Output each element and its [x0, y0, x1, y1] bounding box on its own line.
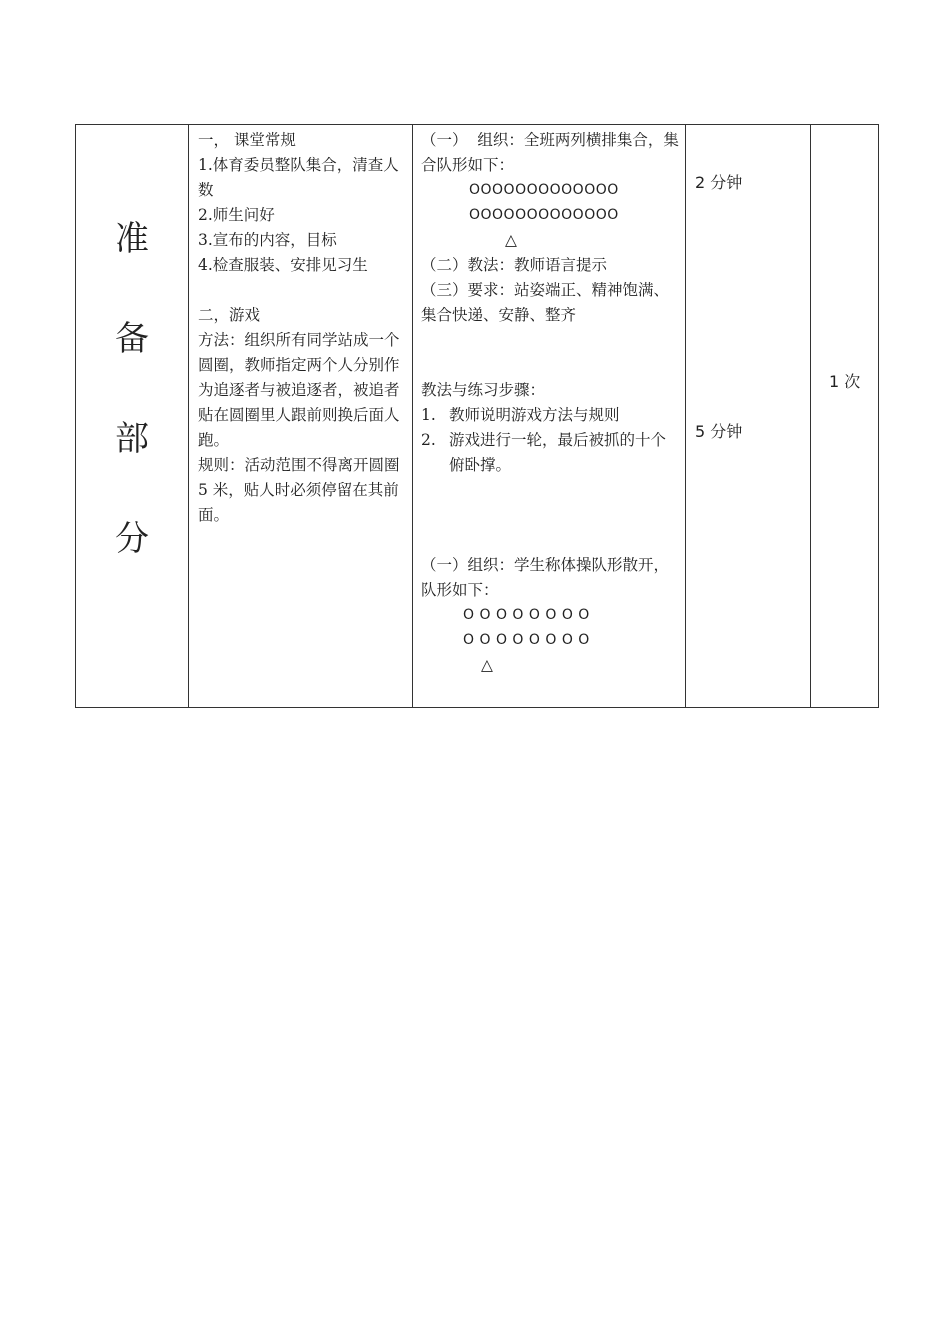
section-char: 准 [115, 219, 149, 259]
routine-title: 一， 课堂常规 [198, 131, 296, 149]
game-title: 二，游戏 [198, 306, 261, 324]
org-1-text: 组织：全班两列横排集合，集合队形如下： [421, 131, 679, 174]
game-rule: 规则：活动范围不得离开圆圈 5 米，贴人时必须停留在其前面。 [198, 456, 400, 524]
step-text: 教师说明游戏方法与规则 [449, 406, 620, 424]
section-char: 备 [115, 319, 149, 359]
formation2-row: O O O O O O O O [463, 607, 590, 623]
table-row [76, 125, 879, 708]
count-value: 1 次 [829, 372, 861, 391]
routine-item: 2.师生问好 [198, 206, 275, 224]
step-item [421, 428, 681, 478]
org-2: （一）组织：学生称体操队形散开，队形如下： [421, 556, 670, 599]
section-cell [76, 125, 189, 708]
time-cell [686, 125, 811, 708]
section-char: 分 [115, 519, 149, 559]
org-1-label: （一） [421, 131, 468, 149]
time-value: 5 分钟 [695, 422, 743, 441]
section-char: 部 [115, 419, 149, 459]
step-text: 游戏进行一轮，最后被抓的十个俯卧撑。 [449, 431, 667, 474]
time-value: 2 分钟 [695, 173, 743, 192]
lesson-plan-table [75, 124, 879, 708]
formation-teacher: △ [505, 231, 517, 249]
game-method: 方法：组织所有同学站成一个圆圈，教师指定两个人分别作为追逐者与被追逐者，被追者贴在圆圈里人跟前则换后面人跑。 [198, 331, 400, 449]
step-item [421, 403, 681, 428]
organization-cell [413, 125, 686, 708]
formation2-teacher: △ [481, 656, 493, 674]
steps-title: 教法与练习步骤： [421, 381, 546, 399]
org-requirement: （三）要求：站姿端正、精神饱满、集合快递、安静、整齐 [421, 281, 670, 324]
org-method: （二）教法：教师语言提示 [421, 256, 608, 274]
formation-row: OOOOOOOOOOOOO [469, 207, 619, 223]
org-1 [421, 128, 681, 178]
routine-item: 3.宣布的内容，目标 [198, 231, 337, 249]
content-cell [189, 125, 413, 708]
step-number: 1. [421, 406, 436, 424]
routine-item: 4.检查服装、安排见习生 [198, 256, 368, 274]
count-cell [811, 125, 879, 708]
formation-row: OOOOOOOOOOOOO [469, 182, 619, 198]
routine-item: 1.体育委员整队集合，清查人数 [198, 156, 399, 199]
step-number: 2. [421, 431, 436, 449]
formation2-row: O O O O O O O O [463, 632, 590, 648]
